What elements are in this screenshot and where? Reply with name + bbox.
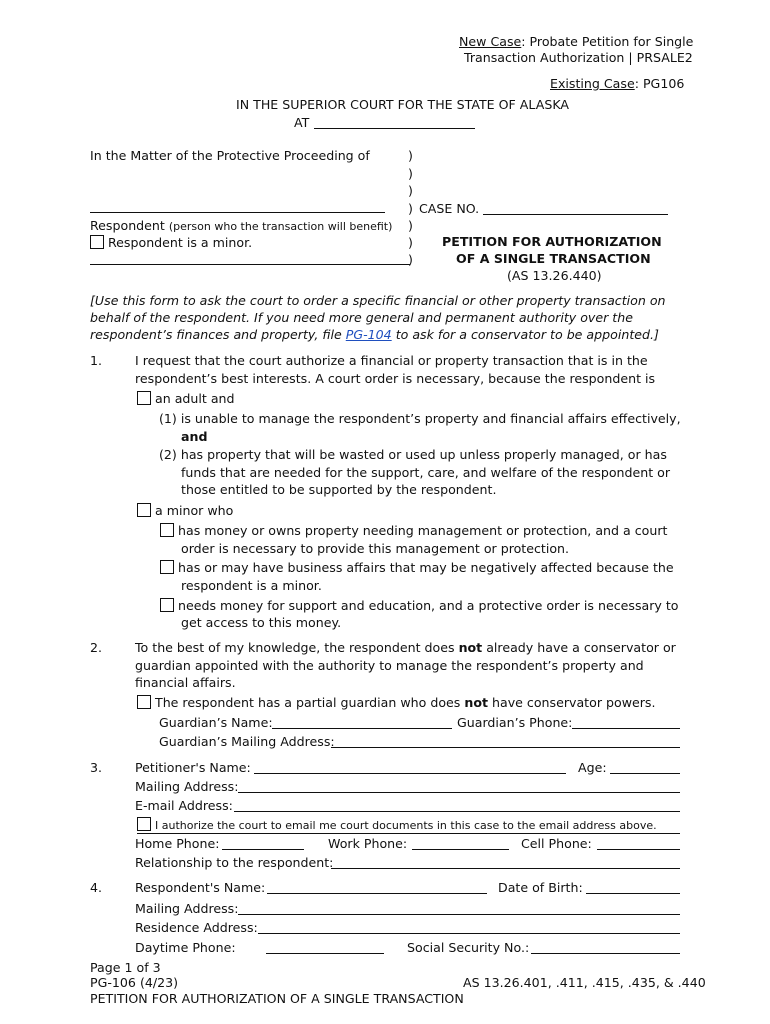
pg104-link[interactable]: PG-104 [345, 327, 392, 342]
minor-b-row[interactable]: has or may have business affairs that may be negatively affected because the [160, 560, 674, 575]
minor-checkbox[interactable] [137, 503, 151, 517]
minor-business-checkbox[interactable] [160, 560, 174, 574]
respondent-minor-checkbox[interactable] [90, 235, 104, 249]
cell-phone-label: Cell Phone: [521, 836, 592, 851]
petitioner-age-field[interactable] [610, 773, 680, 774]
item1-line2: respondent’s best interests. A court order is necessary, because the respondent is [135, 371, 656, 386]
item2-line1: To the best of my knowledge, the respondent does not already have a conservator or [135, 640, 676, 655]
respondent-name-label: Respondent's Name: [135, 880, 266, 895]
footer-statutes: AS 13.26.401, .411, .415, .435, & .440 [463, 975, 706, 990]
petition-title-line3: (AS 13.26.440) [507, 268, 602, 283]
matter-label: In the Matter of the Protective Proceeding of [90, 148, 370, 163]
ssn-field[interactable] [531, 953, 680, 954]
residence-label: Residence Address: [135, 920, 258, 935]
adult-cond2-line3: those entitled to be supported by the respondent. [181, 482, 497, 497]
petitioner-email-field[interactable] [234, 811, 680, 812]
case-no-field[interactable] [483, 214, 668, 215]
home-phone-label: Home Phone: [135, 836, 220, 851]
item2-number: 2. [90, 640, 103, 655]
guardian-address-field[interactable] [331, 747, 680, 748]
case-no-label: CASE NO. [419, 201, 480, 216]
item3-number: 3. [90, 760, 103, 775]
paren-1: ) [408, 148, 413, 163]
minor-c-row[interactable]: needs money for support and education, and a protective order is necessary to [160, 598, 679, 613]
footer-form-title: PETITION FOR AUTHORIZATION OF A SINGLE TRANSACTION [90, 991, 464, 1006]
adult-cond2-line1: (2) has property that will be wasted or used up unless properly managed, or has [159, 447, 667, 462]
home-phone-field[interactable] [222, 849, 304, 850]
daytime-phone-label: Daytime Phone: [135, 940, 236, 955]
paren-6: ) [408, 235, 413, 250]
guardian-address-label: Guardian’s Mailing Address: [159, 734, 335, 749]
petition-title-line2: OF A SINGLE TRANSACTION [456, 251, 651, 266]
intro-line1: [Use this form to ask the court to order a specific financial or other property transaction on [90, 293, 666, 308]
partial-guardian-option[interactable]: The respondent has a partial guardian who does not have conservator powers. [137, 695, 656, 710]
item1-number: 1. [90, 353, 103, 368]
work-phone-field[interactable] [412, 849, 509, 850]
new-case-line: New Case: Probate Petition for Single [459, 34, 694, 49]
respondent-mailing-label: Mailing Address: [135, 901, 239, 916]
footer-form-number: PG-106 (4/23) [90, 975, 179, 990]
guardian-phone-label: Guardian’s Phone: [457, 715, 573, 730]
daytime-phone-field[interactable] [266, 953, 384, 954]
respondent-label-line: Respondent (person who the transaction will benefit) [90, 218, 393, 233]
minor-option[interactable]: a minor who [137, 503, 233, 518]
respondent-name-field-4[interactable] [267, 893, 487, 894]
respondent-name-field[interactable] [90, 212, 385, 213]
intro-line2: behalf of the respondent. If you need more general and permanent authority over the [90, 310, 633, 325]
minor-a-row[interactable]: has money or owns property needing management or protection, and a court [160, 523, 667, 538]
footer-page: Page 1 of 3 [90, 960, 161, 975]
item2-line3: financial affairs. [135, 675, 236, 690]
intro-line3: respondent’s finances and property, file PG-104 to ask for a conservator to be appointed.] [90, 327, 659, 342]
new-case-line2: Transaction Authorization | PRSALE2 [464, 50, 693, 65]
petition-title-line1: PETITION FOR AUTHORIZATION [442, 234, 662, 249]
minor-c-line2: get access to this money. [181, 615, 342, 630]
partial-guardian-checkbox[interactable] [137, 695, 151, 709]
court-location-field[interactable] [314, 128, 475, 129]
petitioner-name-field[interactable] [254, 773, 566, 774]
paren-2: ) [408, 166, 413, 181]
paren-7: ) [408, 252, 413, 267]
guardian-name-field[interactable] [272, 728, 452, 729]
minor-property-checkbox[interactable] [160, 523, 174, 537]
petitioner-name-label: Petitioner's Name: [135, 760, 251, 775]
work-phone-label: Work Phone: [328, 836, 408, 851]
existing-case-line: Existing Case: PG106 [550, 76, 685, 91]
residence-field[interactable] [258, 933, 680, 934]
petitioner-mailing-field[interactable] [238, 792, 680, 793]
email-authorize-option[interactable]: I authorize the court to email me court documents in this case to the email address above. [137, 817, 657, 832]
paren-4: ) [408, 201, 413, 216]
court-heading: IN THE SUPERIOR COURT FOR THE STATE OF ALASKA [236, 97, 569, 112]
dob-label: Date of Birth: [498, 880, 583, 895]
dob-field[interactable] [586, 893, 680, 894]
minor-support-checkbox[interactable] [160, 598, 174, 612]
petitioner-age-label: Age: [578, 760, 607, 775]
ssn-label: Social Security No.: [407, 940, 530, 955]
caption-bottom-line [90, 264, 410, 265]
respondent-mailing-field[interactable] [238, 914, 680, 915]
adult-and: and [181, 429, 208, 444]
adult-cond2-line2: funds that are needed for the support, care, and welfare of the respondent or [181, 465, 671, 480]
petitioner-email-label: E-mail Address: [135, 798, 233, 813]
adult-cond1: (1) is unable to manage the respondent’s property and financial affairs effectively, [159, 411, 681, 426]
relationship-field[interactable] [331, 868, 680, 869]
paren-3: ) [408, 183, 413, 198]
cell-phone-field[interactable] [597, 849, 680, 850]
court-at-label: AT [294, 115, 310, 130]
minor-checkbox-row[interactable]: Respondent is a minor. [90, 235, 252, 250]
item4-number: 4. [90, 880, 103, 895]
relationship-label: Relationship to the respondent: [135, 855, 334, 870]
minor-a-line2: order is necessary to provide this management or protection. [181, 541, 570, 556]
minor-b-line2: respondent is a minor. [181, 578, 322, 593]
guardian-name-label: Guardian’s Name: [159, 715, 273, 730]
adult-checkbox[interactable] [137, 391, 151, 405]
item2-line2: guardian appointed with the authority to manage the respondent’s property and [135, 658, 644, 673]
guardian-phone-field[interactable] [572, 728, 680, 729]
authorize-underline [137, 833, 680, 834]
paren-5: ) [408, 218, 413, 233]
petitioner-mailing-label: Mailing Address: [135, 779, 239, 794]
adult-option[interactable]: an adult and [137, 391, 235, 406]
email-authorize-checkbox[interactable] [137, 817, 151, 831]
item1-line1: I request that the court authorize a financial or property transaction that is in the [135, 353, 648, 368]
